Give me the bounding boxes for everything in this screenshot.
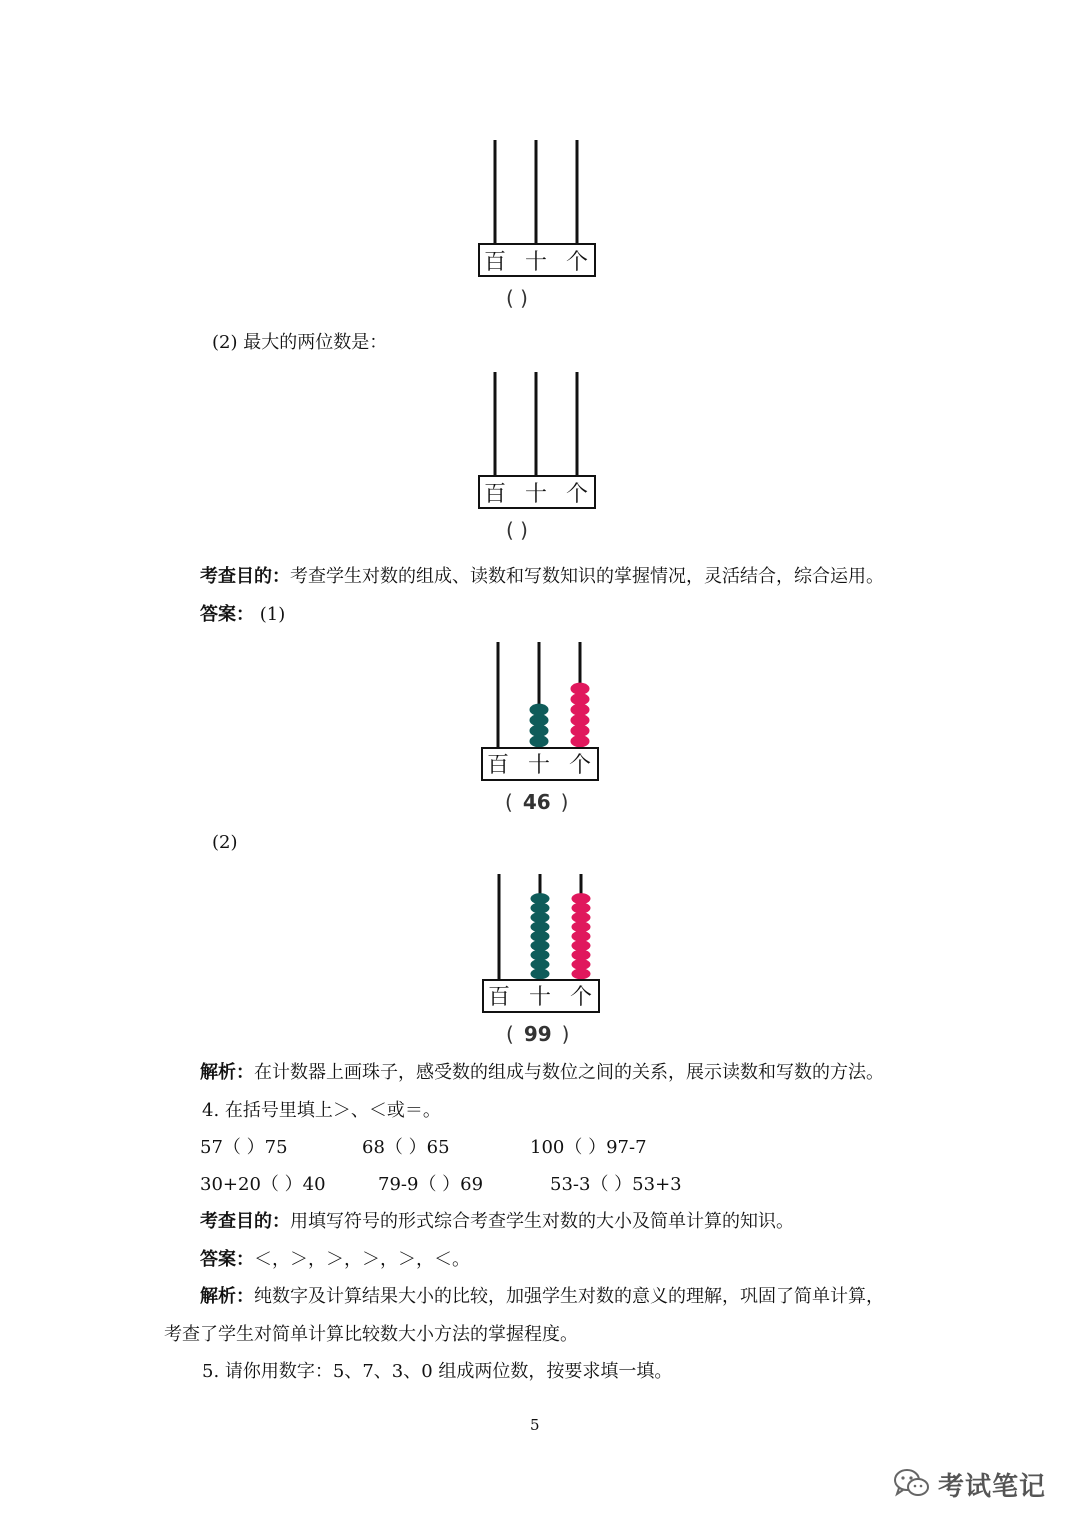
place-label-hundreds: 百 xyxy=(484,482,507,507)
paren-open: ( xyxy=(505,790,513,814)
bead-ones xyxy=(572,921,591,932)
answer-part-2: (2) xyxy=(212,832,238,853)
abacus-blank-2 xyxy=(478,372,658,552)
abacus-answer-46 xyxy=(481,642,661,822)
bead-ones xyxy=(571,725,590,737)
answer-text: ＜，＞，＞，＞，＞，＜。 xyxy=(254,1249,470,1270)
bead-tens xyxy=(531,912,550,923)
abacus-blank-1-graphic xyxy=(478,140,658,280)
answer-1 xyxy=(200,600,285,626)
watermark-text: 考试笔记 xyxy=(938,1471,1047,1502)
bead-tens xyxy=(531,968,550,979)
bead-tens xyxy=(531,921,550,932)
page-number: 5 xyxy=(530,1416,540,1434)
bead-group xyxy=(531,893,591,979)
abacus-blank-2-graphic xyxy=(478,372,658,512)
bead-ones xyxy=(572,950,591,961)
bead-tens xyxy=(531,903,550,914)
answer-number: 46 xyxy=(522,790,551,814)
place-label-hundreds: 百 xyxy=(487,753,510,778)
bead-ones xyxy=(572,931,591,942)
place-label-ones: 个 xyxy=(566,250,589,275)
analysis-text: 在计数器上画珠子，感受数的组成与数位之间的关系，展示读数和写数的方法。 xyxy=(254,1062,884,1083)
purpose-1 xyxy=(200,562,884,588)
question-4-title: 4. 在括号里填上＞、＜或＝。 xyxy=(202,1100,441,1121)
question-prompt: 最大的两位数是： xyxy=(243,332,388,353)
place-label-ones: 个 xyxy=(569,753,592,778)
answer-number: 99 xyxy=(523,1022,552,1046)
analysis-label: 解析： xyxy=(200,1286,254,1307)
bead-tens xyxy=(530,704,549,716)
abacus-answer-99-graphic xyxy=(482,874,662,1014)
paren-open: ( xyxy=(506,1022,514,1046)
place-label-hundreds: 百 xyxy=(488,985,511,1010)
analysis-label: 解析： xyxy=(200,1062,254,1083)
bead-tens xyxy=(531,893,550,904)
bead-ones xyxy=(571,693,590,705)
bead-ones xyxy=(571,714,590,726)
bead-ones xyxy=(572,903,591,914)
question-5-title: 5. 请你用数字：5、7、3、0 组成两位数，按要求填一填。 xyxy=(202,1361,673,1382)
answer-part-1: (1) xyxy=(259,604,286,625)
analysis-1 xyxy=(200,1058,884,1084)
answer-label: 答案： xyxy=(200,1249,254,1270)
bead-tens xyxy=(531,959,550,970)
bead-ones xyxy=(571,704,590,716)
answer-label: 答案： xyxy=(200,604,254,625)
wechat-icon xyxy=(892,1466,932,1502)
answer-value xyxy=(505,790,568,814)
purpose-text: 考查学生对数的组成、读数和写数知识的掌握情况，灵活结合，综合运用。 xyxy=(290,566,884,587)
comparison-item[interactable]: 57（ ）75 xyxy=(200,1137,288,1158)
watermark xyxy=(892,1462,1046,1506)
paren-close: ) xyxy=(560,790,569,814)
bead-ones xyxy=(571,683,590,695)
question-number: (2) xyxy=(212,332,238,353)
abacus-blank-1 xyxy=(478,140,658,320)
purpose-label: 考查目的： xyxy=(200,1211,290,1232)
place-label-tens: 十 xyxy=(528,753,551,778)
comparison-item[interactable]: 100（ ）97-7 xyxy=(530,1137,647,1158)
place-label-tens: 十 xyxy=(529,985,552,1010)
answer-2 xyxy=(200,1245,470,1271)
bead-ones xyxy=(572,968,591,979)
bead-ones xyxy=(572,912,591,923)
question-2 xyxy=(212,328,387,354)
bead-ones xyxy=(572,959,591,970)
abacus-answer-46-graphic xyxy=(481,642,661,782)
bead-tens xyxy=(531,950,550,961)
place-label-hundreds: 百 xyxy=(484,250,507,275)
comparison-item[interactable]: 30+20（ ）40 xyxy=(200,1174,326,1195)
analysis-2 xyxy=(200,1282,884,1308)
purpose-label: 考查目的： xyxy=(200,566,290,587)
bead-ones xyxy=(571,735,590,747)
place-label-ones: 个 xyxy=(570,985,593,1010)
analysis-text-line2: 考查了学生对简单计算比较数大小方法的掌握程度。 xyxy=(164,1324,578,1345)
place-label-tens: 十 xyxy=(525,250,548,275)
purpose-text: 用填写符号的形式综合考查学生对数的大小及简单计算的知识。 xyxy=(290,1211,794,1232)
comparison-item[interactable]: 53-3（ ）53+3 xyxy=(550,1174,682,1195)
abacus-answer-99 xyxy=(482,874,662,1054)
comparison-item[interactable]: 68（ ）65 xyxy=(362,1137,450,1158)
bead-tens xyxy=(530,735,549,747)
comparison-item[interactable]: 79-9（ ）69 xyxy=(378,1174,484,1195)
bead-tens xyxy=(531,940,550,951)
place-label-tens: 十 xyxy=(525,482,548,507)
answer-blank[interactable]: ( ) xyxy=(506,286,528,310)
answer-blank[interactable]: ( ) xyxy=(506,518,528,542)
answer-value xyxy=(506,1022,569,1046)
analysis-text-line1: 纯数字及计算结果大小的比较，加强学生对数的意义的理解，巩固了简单计算， xyxy=(254,1286,884,1307)
purpose-2 xyxy=(200,1207,794,1233)
bead-tens xyxy=(530,714,549,726)
bead-ones xyxy=(572,940,591,951)
bead-tens xyxy=(530,725,549,737)
bead-tens xyxy=(531,931,550,942)
bead-ones xyxy=(572,893,591,904)
place-label-ones: 个 xyxy=(566,482,589,507)
paren-close: ) xyxy=(561,1022,570,1046)
